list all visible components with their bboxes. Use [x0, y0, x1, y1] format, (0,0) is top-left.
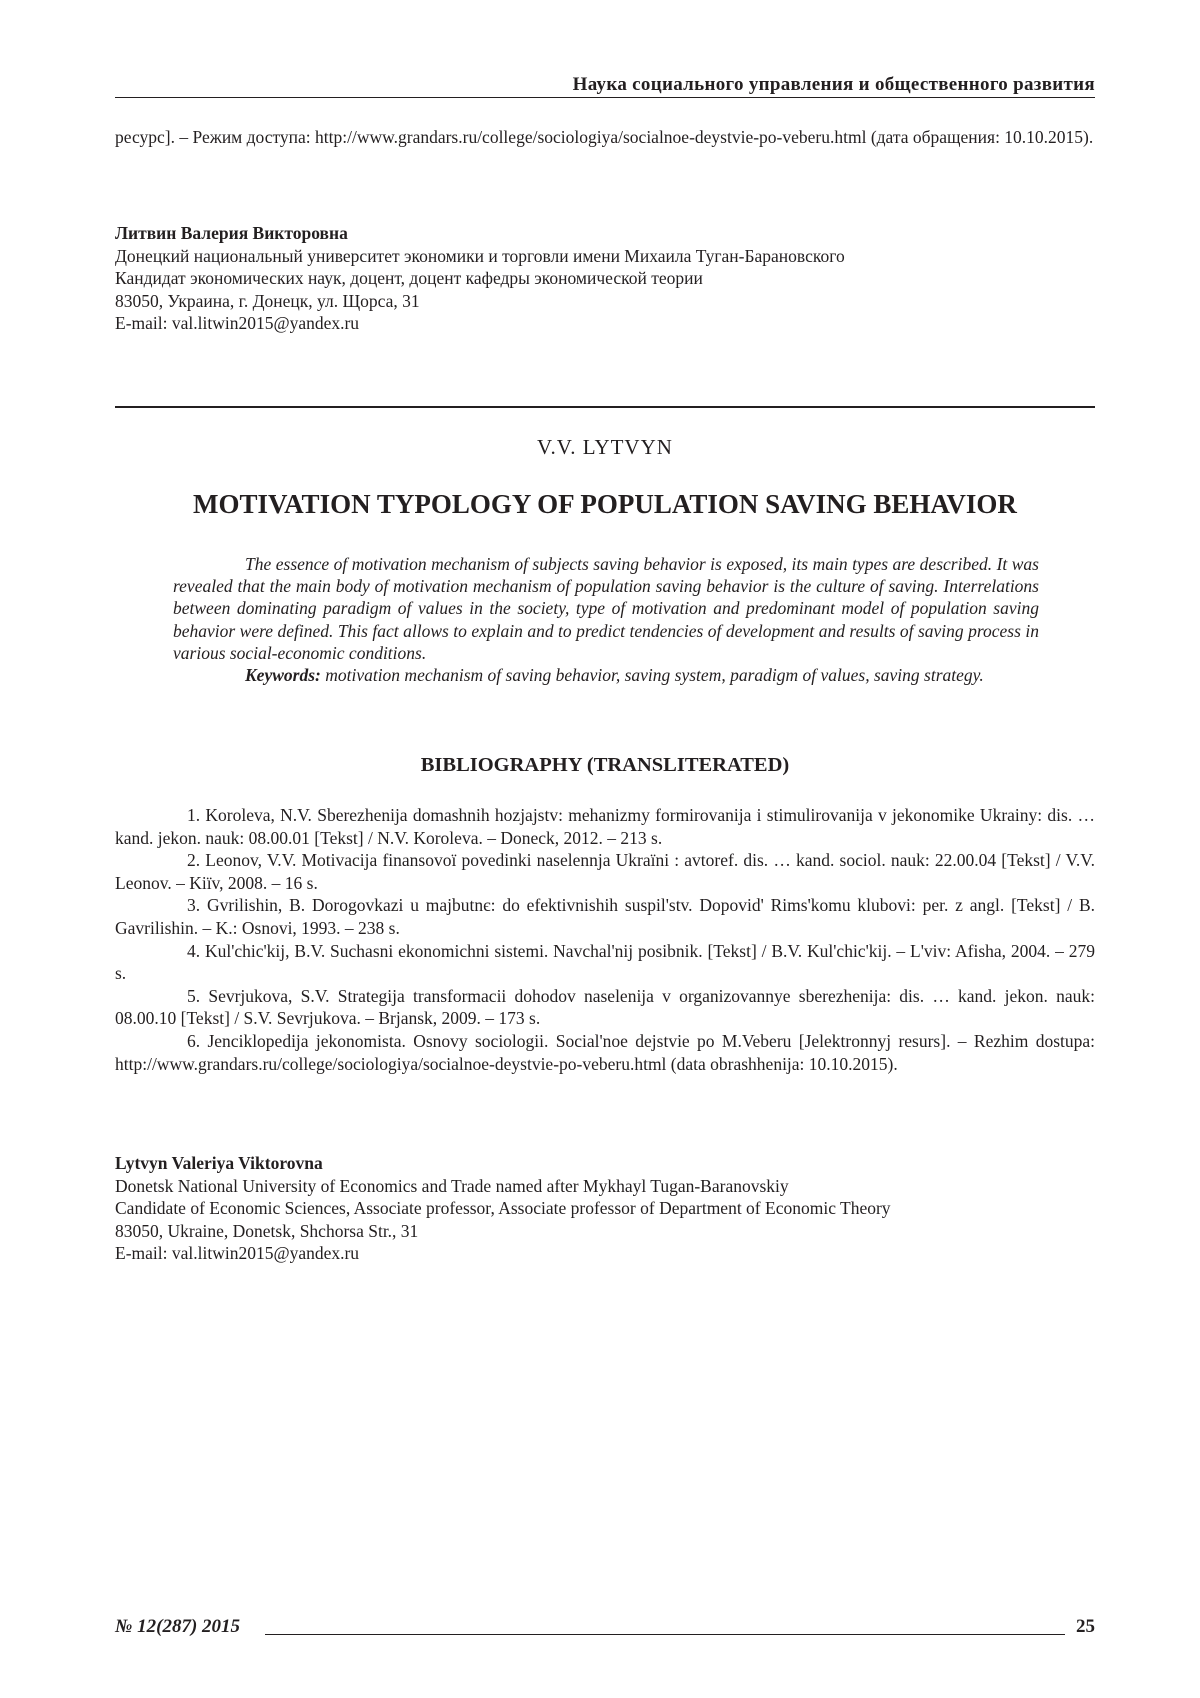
footer-rule	[265, 1634, 1065, 1635]
author-position-en: Candidate of Economic Sciences, Associate professor, Associate professor of Department of Economic Theory	[115, 1197, 1095, 1220]
author-info-ru	[115, 222, 1095, 335]
article-author: V.V. LYTVYN	[115, 435, 1095, 460]
bibliography-heading: BIBLIOGRAPHY (TRANSLITERATED)	[115, 754, 1095, 777]
bibliography-list	[115, 804, 1095, 1075]
author-email-ru: E-mail: val.litwin2015@yandex.ru	[115, 312, 1095, 335]
bibliography-item: 4. Kul'chic'kij, B.V. Suchasni ekonomichni sistemi. Navchal'nij posibnik. [Tekst] / B.V. Kul'chic'kij. – L'viv: Afisha, 2004. – 279 s.	[115, 940, 1095, 985]
article-title: MOTIVATION TYPOLOGY OF POPULATION SAVING BEHAVIOR	[115, 489, 1095, 520]
author-info-en	[115, 1152, 1095, 1265]
issue-number: № 12(287) 2015	[115, 1616, 244, 1638]
bibliography-item: 3. Gvrilishin, B. Dorogovkazi u majbutnє: do efektivnishih suspil'stv. Dopovid' Rims'komu klubovi: per. z angl. [Tekst] / B. Gavrilishin. – K.: Osnovi, 1993. – 238 s.	[115, 894, 1095, 939]
author-position-ru: Кандидат экономических наук, доцент, доцент кафедры экономической теории	[115, 267, 1095, 290]
keywords-label: Keywords:	[245, 665, 321, 685]
bibliography-item: 1. Koroleva, N.V. Sberezhenija domashnih hozjajstv: mehanizmy formirovanija i stimulirovanija v jekonomike Ukrainy: dis. … kand. jekon. nauk: 08.00.01 [Tekst] / N.V. Koroleva. – Doneck, 2012. – 213 s.	[115, 804, 1095, 849]
author-email-en: E-mail: val.litwin2015@yandex.ru	[115, 1242, 1095, 1265]
bibliography-item: 5. Sevrjukova, S.V. Strategija transformacii dohodov naselenija v organizovannye sberezhenija: dis. … kand. jekon. nauk: 08.00.10 [Tekst] / S.V. Sevrjukova. – Brjansk, 2009. – 173 s.	[115, 985, 1095, 1030]
author-address-ru: 83050, Украина, г. Донецк, ул. Щорса, 31	[115, 290, 1095, 313]
author-name-ru: Литвин Валерия Викторовна	[115, 222, 1095, 245]
page-number: 25	[1076, 1616, 1095, 1638]
keywords	[173, 664, 1039, 686]
section-divider	[115, 406, 1095, 408]
author-address-en: 83050, Ukraine, Donetsk, Shchorsa Str., 31	[115, 1220, 1095, 1243]
keywords-text: motivation mechanism of saving behavior, saving system, paradigm of values, saving strategy.	[325, 665, 984, 685]
journal-title: Наука социального управления и общественного развития	[567, 74, 1095, 96]
abstract	[173, 553, 1039, 686]
author-affiliation-en: Donetsk National University of Economics and Trade named after Mykhayl Tugan-Baranovskiy	[115, 1175, 1095, 1198]
running-footer	[115, 1616, 1095, 1640]
bibliography-item: 2. Leonov, V.V. Motivacija finansovoї povedinki naselennja Ukraїni : avtoref. dis. … kand. sociol. nauk: 22.00.04 [Tekst] / V.V. Leonov. – Kiїv, 2008. – 16 s.	[115, 849, 1095, 894]
header-rule	[115, 97, 1095, 98]
previous-reference-continuation: ресурс]. – Режим доступа: http://www.grandars.ru/college/sociologiya/socialnoe-deystvie-po-veberu.html (дата обращения: 10.10.2015).	[115, 126, 1095, 148]
abstract-text: The essence of motivation mechanism of subjects saving behavior is exposed, its main types are described. It was revealed that the main body of motivation mechanism of population saving behavior is the culture of saving. Interrelations between dominating paradigm of values in the society, type of motivation and predominant model of population saving behavior were defined. This fact allows to explain and to predict tendencies of development and results of saving process in various social-economic conditions.	[173, 553, 1039, 664]
bibliography-item: 6. Jenciklopedija jekonomista. Osnovy sociologii. Social'noe dejstvie po M.Veberu [Jelektronnyj resurs]. – Rezhim dostupa: http://www.grandars.ru/college/sociologiya/socialnoe-deystvie-po-veberu.html (data obrashhenija: 10.10.2015).	[115, 1030, 1095, 1075]
author-name-en: Lytvyn Valeriya Viktorovna	[115, 1152, 1095, 1175]
author-affiliation-ru: Донецкий национальный университет экономики и торговли имени Михаила Туган-Барановского	[115, 245, 1095, 268]
running-header	[115, 72, 1095, 98]
